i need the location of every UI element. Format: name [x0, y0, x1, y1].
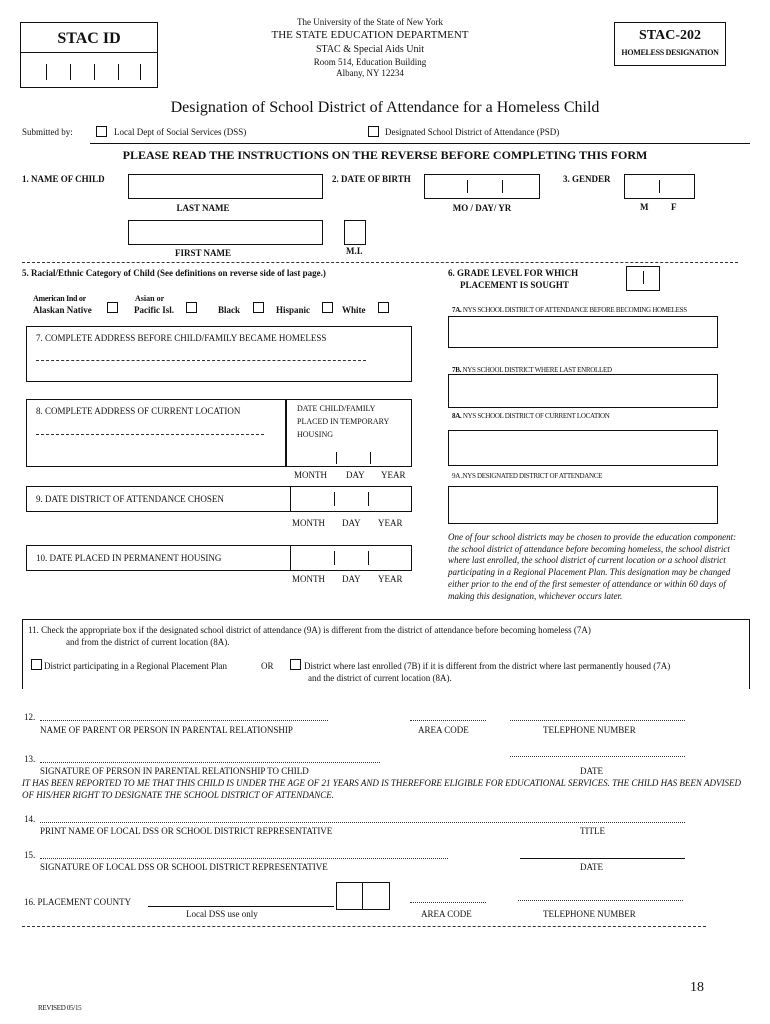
dss-label: Local Dept of Social Services (DSS) — [114, 127, 247, 137]
parent-date-caption: DATE — [580, 766, 603, 776]
month-caption: MONTH — [294, 470, 327, 480]
telephone-line[interactable] — [510, 720, 685, 721]
month-caption: MONTH — [292, 518, 325, 528]
alaskan-checkbox[interactable] — [107, 302, 118, 313]
n14: 14. — [24, 814, 36, 824]
s10-tick — [368, 551, 369, 565]
parent-signature-caption: SIGNATURE OF PERSON IN PARENTAL RELATIONSHIP TO CHILD — [40, 766, 309, 776]
gender-tick — [659, 180, 660, 193]
section-divider — [22, 262, 738, 263]
dob-tick — [502, 180, 503, 193]
s8-label: 8. COMPLETE ADDRESS OF CURRENT LOCATION — [36, 406, 241, 416]
pacific-label: Pacific Isl. — [134, 305, 174, 315]
s7a-text: NYS SCHOOL DISTRICT OF ATTENDANCE BEFORE BECOMING HOMELESS — [461, 306, 687, 314]
gender-m: M — [640, 202, 649, 212]
page-number: 18 — [690, 980, 704, 995]
black-checkbox[interactable] — [253, 302, 264, 313]
gender-f: F — [671, 202, 677, 212]
form-title: Designation of School District of Attendance for a Homeless Child — [170, 99, 600, 116]
s7b-input[interactable] — [448, 374, 718, 408]
dss-only-caption: Local DSS use only — [186, 909, 258, 919]
parent-signature-line[interactable] — [40, 762, 380, 763]
s11-text-2: and from the district of current location (8A). — [66, 637, 230, 647]
eligibility-statement: IT HAS BEEN REPORTED TO ME THAT THIS CHILD IS UNDER THE AGE OF 21 YEARS AND IS THEREFORE ELIGIBLE FOR EDUCATIONAL SERVICES. THE CHILD HAS BEEN ADVISED OF HIS/HER RIGHT TO DESIGNATE THE SCHOOL DISTRICT OF ATTENDANCE. — [22, 778, 741, 800]
s11-text-1: 11. Check the appropriate box if the designated school district of attendance (9A) is different from the district of attendance before becoming homeless (7A) — [28, 625, 591, 635]
last-name-input[interactable] — [128, 174, 323, 199]
telephone-caption: TELEPHONE NUMBER — [543, 725, 636, 735]
parent-name-line[interactable] — [40, 720, 328, 721]
mi-caption: M.I. — [346, 246, 363, 256]
s8a-number: 8A. — [452, 412, 462, 420]
s7-label: 7. COMPLETE ADDRESS BEFORE CHILD/FAMILY BECAME HOMELESS — [36, 333, 327, 343]
area-code-caption: AREA CODE — [418, 725, 469, 735]
s8a-label — [452, 412, 610, 420]
placement-county-line[interactable] — [148, 906, 334, 907]
year-caption: YEAR — [378, 574, 403, 584]
s10-tick — [334, 551, 335, 565]
s10-label: 10. DATE PLACED IN PERMANENT HOUSING — [36, 553, 222, 563]
placed-line-1: DATE CHILD/FAMILY — [297, 404, 376, 413]
parent-date-line[interactable] — [510, 756, 685, 757]
last-name-caption: LAST NAME — [176, 203, 230, 213]
instructions-banner: PLEASE READ THE INSTRUCTIONS ON THE REVERSE BEFORE COMPLETING THIS FORM — [122, 148, 648, 162]
rep-date-caption: DATE — [580, 862, 603, 872]
revised-date: REVISED 05/15 — [38, 1004, 82, 1012]
hispanic-checkbox[interactable] — [322, 302, 333, 313]
unit-name: STAC & Special Aids Unit — [315, 44, 425, 55]
temp-housing-tick — [370, 452, 371, 464]
n12: 12. — [24, 712, 36, 722]
parent-name-caption: NAME OF PARENT OR PERSON IN PARENTAL RELATIONSHIP — [40, 725, 293, 735]
submitted-rule — [90, 143, 750, 144]
n13: 13. — [24, 754, 36, 764]
county-code-divider — [362, 882, 363, 910]
bottom-divider — [22, 926, 706, 927]
area-code-line[interactable] — [410, 720, 486, 721]
grade-label-2: PLACEMENT IS SOUGHT — [460, 280, 569, 290]
year-caption: YEAR — [378, 518, 403, 528]
form-code: STAC-202 — [639, 28, 701, 43]
first-name-caption: FIRST NAME — [174, 248, 232, 258]
rep-date-line[interactable] — [520, 858, 685, 859]
telephone-line-2[interactable] — [518, 900, 683, 901]
s7a-label — [452, 306, 687, 314]
psd-checkbox[interactable] — [368, 126, 379, 137]
university-name: The University of the State of New York — [297, 17, 443, 27]
placed-line-3: HOUSING — [297, 430, 333, 439]
s7-line — [36, 360, 366, 361]
room-address: Room 514, Education Building — [313, 57, 427, 67]
month-caption: MONTH — [292, 574, 325, 584]
n15: 15. — [24, 850, 36, 860]
submitted-by-label: Submitted by: — [22, 127, 73, 137]
racial-label: 5. Racial/Ethnic Category of Child (See definitions on reverse side of last page.) — [22, 268, 326, 278]
regional-plan-label: District participating in a Regional Placement Plan — [44, 661, 227, 671]
white-label: White — [342, 305, 366, 315]
first-name-input[interactable] — [128, 220, 323, 245]
dob-input[interactable] — [424, 174, 540, 199]
s9a-input[interactable] — [448, 486, 718, 524]
asian-label: Asian or — [135, 294, 165, 303]
hispanic-label: Hispanic — [276, 305, 311, 315]
department-name: THE STATE EDUCATION DEPARTMENT — [271, 29, 469, 41]
s8a-text: NYS SCHOOL DISTRICT OF CURRENT LOCATION — [461, 412, 610, 420]
last-enrolled-label: District where last enrolled (7B) if it is different from the district where last permanently housed (7A) — [304, 661, 671, 671]
grade-label: 6. GRADE LEVEL FOR WHICH — [448, 268, 579, 278]
print-name-caption: PRINT NAME OF LOCAL DSS OR SCHOOL DISTRICT REPRESENTATIVE — [40, 826, 333, 836]
white-checkbox[interactable] — [378, 302, 389, 313]
grade-tick — [643, 271, 644, 284]
mi-input[interactable] — [344, 220, 366, 245]
stac-id-input[interactable] — [34, 62, 146, 82]
name-of-child-label: 1. NAME OF CHILD — [22, 174, 105, 184]
s9-divider — [290, 486, 291, 512]
s7b-number: 7B. — [452, 366, 462, 374]
black-label: Black — [218, 305, 241, 315]
s9a-label: 9A .NYS DESIGNATED DISTRICT OF ATTENDANCE — [452, 472, 603, 480]
day-caption: DAY — [346, 470, 365, 480]
placement-county-label: 16. PLACEMENT COUNTY — [24, 897, 132, 907]
stac-id-divider — [20, 52, 158, 53]
form-subtitle: HOMELESS DESIGNATION — [621, 48, 719, 57]
psd-label: Designated School District of Attendance (PSD) — [385, 127, 560, 137]
stac-id-label: STAC ID — [57, 30, 121, 47]
dob-label: 2. DATE OF BIRTH — [332, 174, 411, 184]
placed-line-2: PLACED IN TEMPORARY — [297, 417, 390, 426]
or-label: OR — [261, 661, 274, 671]
s9-tick — [368, 492, 369, 506]
day-caption: DAY — [342, 574, 361, 584]
gender-label: 3. GENDER — [563, 174, 611, 184]
rep-signature-caption: SIGNATURE OF LOCAL DSS OR SCHOOL DISTRICT REPRESENTATIVE — [40, 862, 328, 872]
print-name-line[interactable] — [40, 822, 685, 823]
title-caption: TITLE — [580, 826, 605, 836]
area-code-line-2[interactable] — [410, 902, 486, 903]
s9-label: 9. DATE DISTRICT OF ATTENDANCE CHOSEN — [36, 494, 224, 504]
s7a-number: 7A. — [452, 306, 462, 314]
county-code-input[interactable] — [336, 882, 390, 910]
dob-tick — [467, 180, 468, 193]
area-code-caption-2: AREA CODE — [421, 909, 472, 919]
temp-housing-tick — [336, 452, 337, 464]
alaskan-label: Alaskan Native — [33, 305, 92, 315]
last-enrolled-checkbox[interactable] — [290, 659, 301, 670]
dob-caption: MO / DAY/ YR — [452, 203, 512, 213]
pacific-checkbox[interactable] — [186, 302, 197, 313]
s8-line — [36, 434, 264, 435]
s10-divider — [290, 545, 291, 571]
s7b-label — [452, 366, 612, 374]
american-ind-label: American Ind or — [33, 294, 86, 303]
s7b-text: NYS SCHOOL DISTRICT WHERE LAST ENROLLED — [461, 366, 612, 374]
regional-plan-checkbox[interactable] — [31, 659, 42, 670]
rep-signature-line[interactable] — [40, 858, 448, 859]
day-caption: DAY — [342, 518, 361, 528]
designation-note: One of four school districts may be chosen to provide the education component: the school district of attendance before becoming homeless, the school district where last enrolled, the school district of current location or a school district participating in a Regional Placement Plan. This designation may be changed either prior to the end of the first semester of attendance or within 60 days of making this designation, whichever occurs later. — [448, 532, 737, 601]
year-caption: YEAR — [381, 470, 406, 480]
s9-tick — [334, 492, 335, 506]
city-address: Albany, NY 12234 — [336, 68, 404, 78]
s8a-input[interactable] — [448, 430, 718, 466]
s7a-input[interactable] — [448, 316, 718, 348]
last-enrolled-label-2: and the district of current location (8A). — [308, 673, 452, 683]
telephone-caption-2: TELEPHONE NUMBER — [543, 909, 636, 919]
dss-checkbox[interactable] — [96, 126, 107, 137]
